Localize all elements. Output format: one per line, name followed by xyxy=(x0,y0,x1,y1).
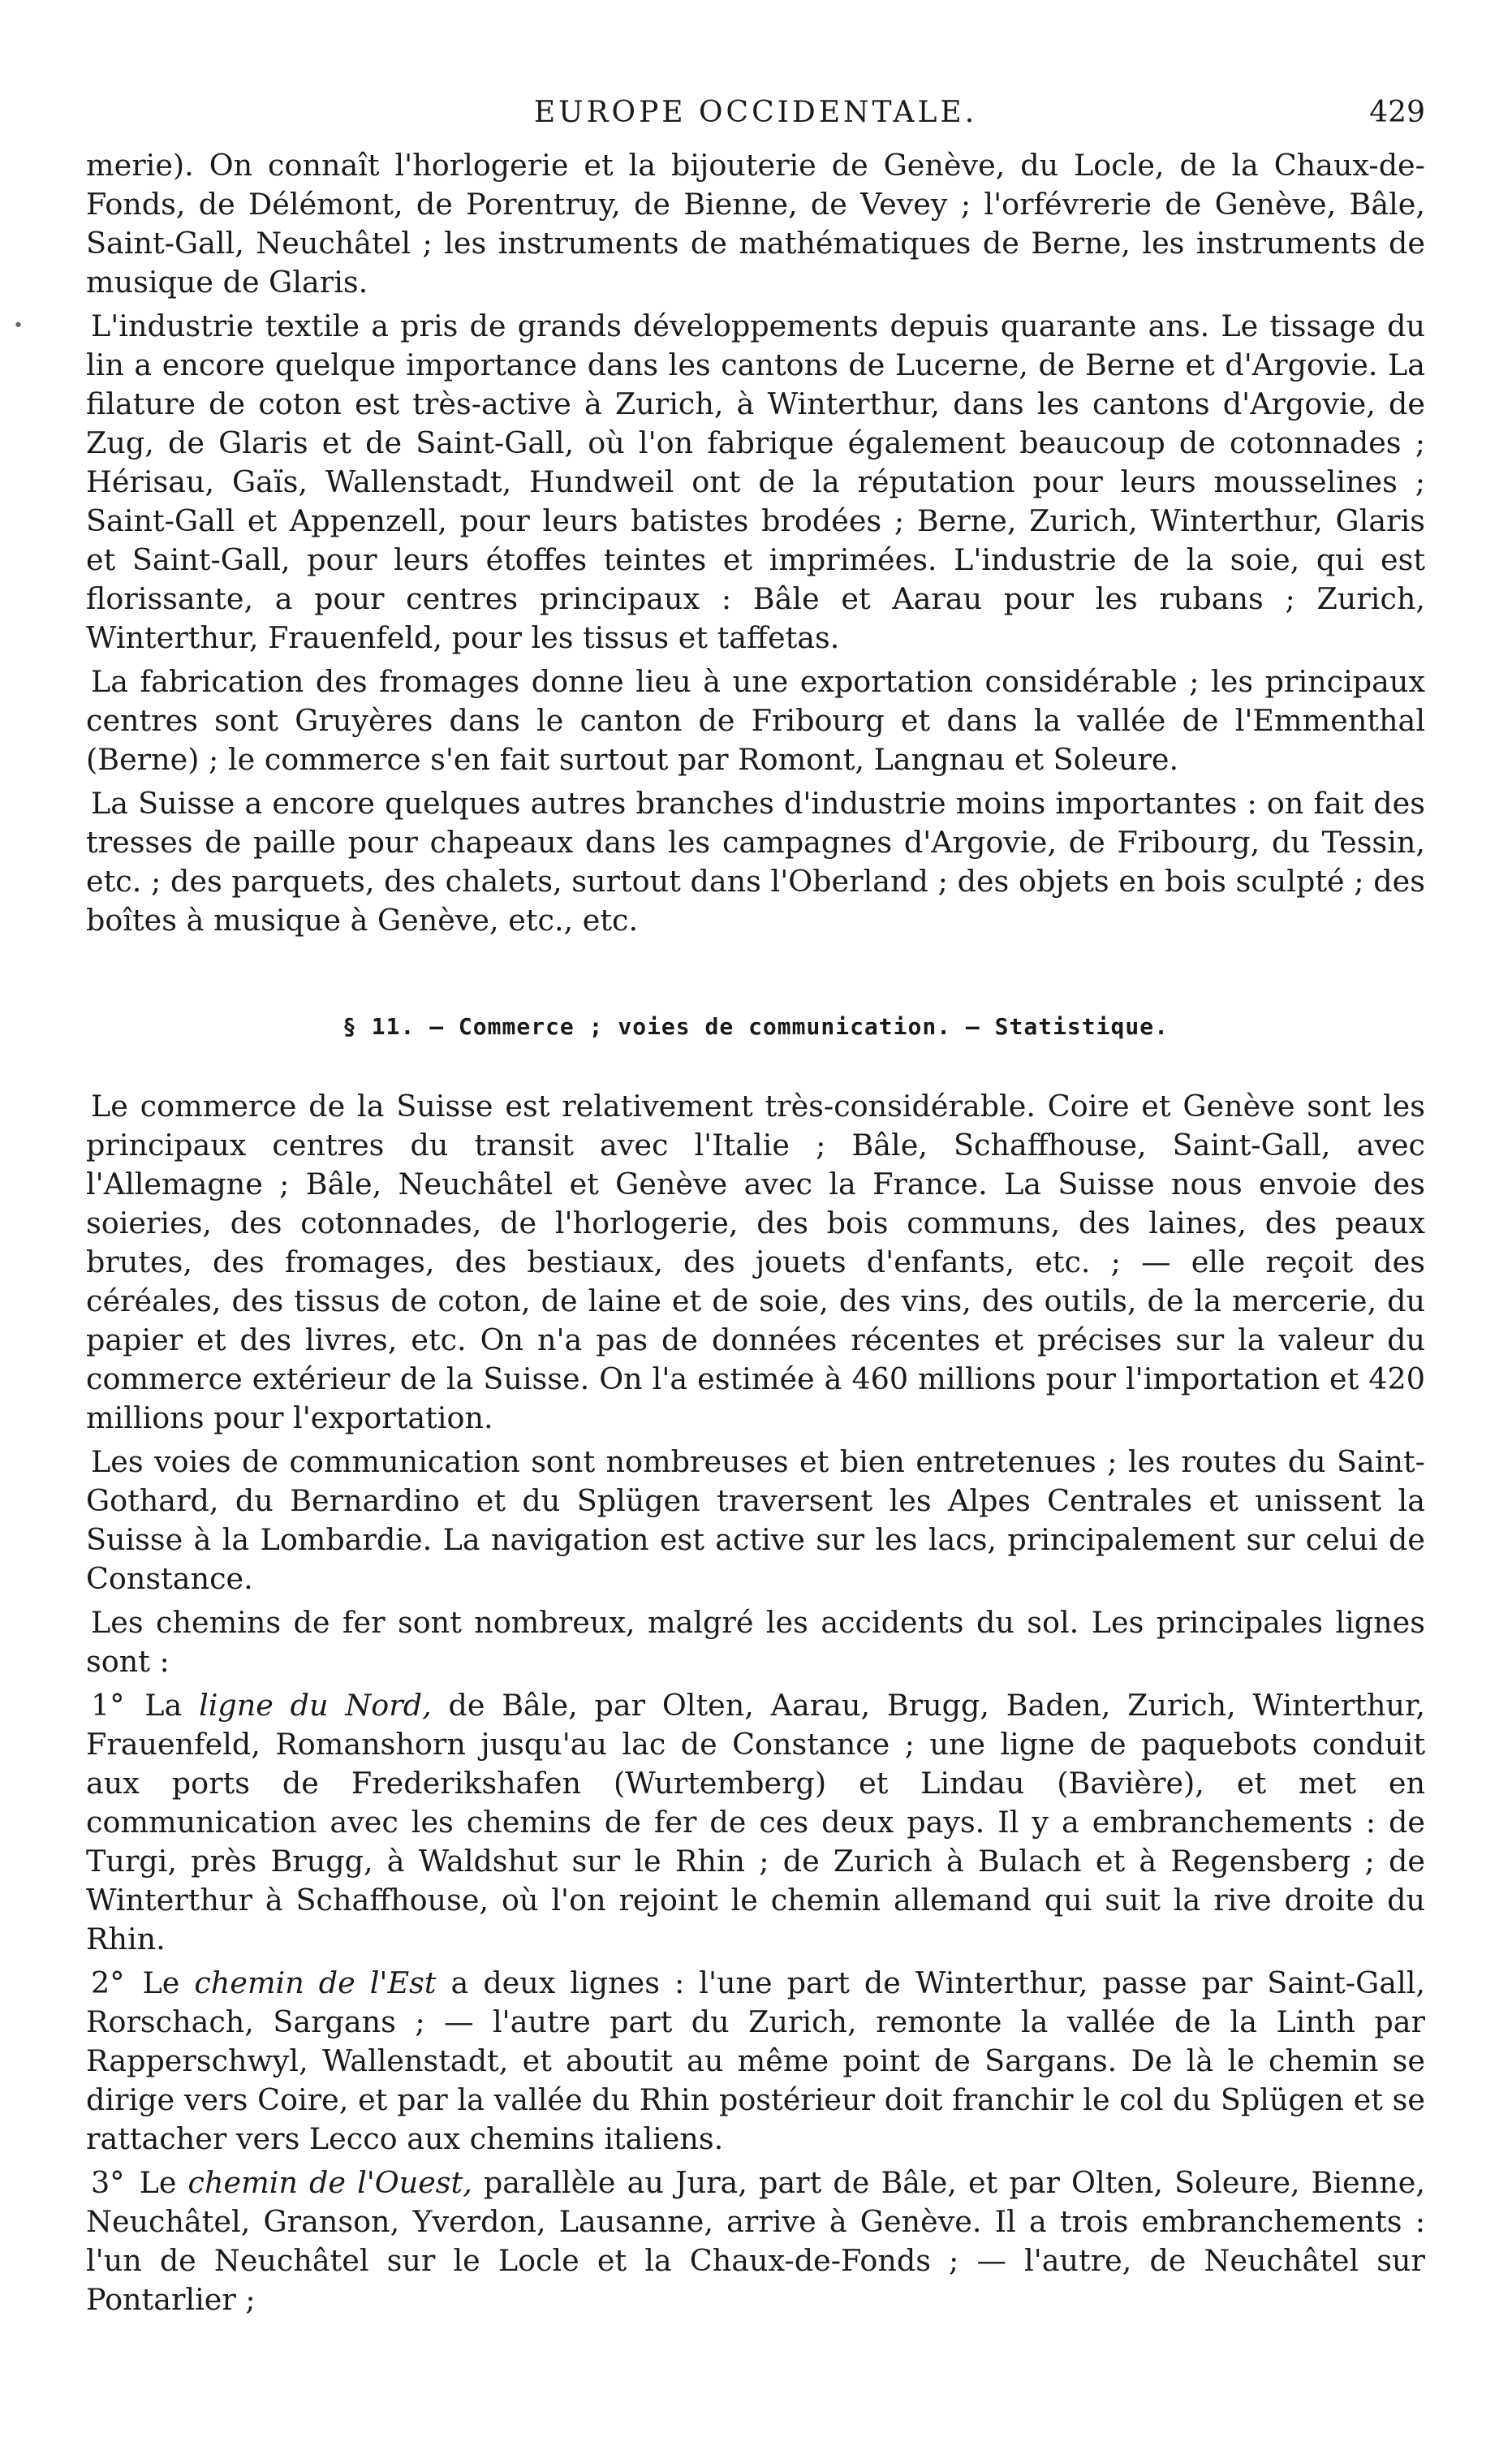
item-name: chemin de l'Ouest, xyxy=(187,2165,472,2200)
paragraph-text: L'industrie textile a pris de grands développements depuis quarante ans. Le tissage du lin a encore quelque importance dans les cantons de Lucerne, de Berne et d'Argovie. La filature de coton est très-active à Zurich, à Winterthur, dans les cantons d'Argovie, de Zug, de Glaris et de Saint-Gall, où l'on fabrique également beaucoup de cotonnades ; Hérisau, Gaïs, Wallenstadt, Hundweil ont de la réputation pour leurs mousselines ; Saint-Gall et Appenzell, pour leurs batistes brodées ; Berne, Zurich, Winterthur, Glaris et Saint-Gall, pour leurs étoffes teintes et imprimées. L'industrie de la soie, qui est florissante, a pour centres principaux : Bâle et Aarau pour les rubans ; Zurich, Winterthur, Frauenfeld, pour les tissus et taffetas. xyxy=(86,308,1425,655)
margin-dot: • xyxy=(13,316,24,336)
page-number: 429 xyxy=(1369,96,1425,129)
body-text-top xyxy=(13,146,1425,940)
paragraph: Le commerce de la Suisse est relativement très-considérable. Coire et Genève sont les principaux centres du transit avec l'Italie ; Bâle, Schaffhouse, Saint-Gall, avec l'Allemagne ; Bâle, Neuchâtel et Genève avec la France. La Suisse nous envoie des soieries, des cotonnades, de l'horlogerie, des bois communs, des laines, des peaux brutes, des fromages, des bestiaux, des jouets d'enfants, etc. ; — elle reçoit des céréales, des tissus de coton, de laine et de soie, des vins, des outils, de la mercerie, du papier et des livres, etc. On n'a pas de données récentes et précises sur la valeur du commerce extérieur de la Suisse. On l'a estimée à 460 millions pour l'importation et 420 millions pour l'exportation. xyxy=(86,1089,1425,1435)
paragraph: Les voies de communication sont nombreuses et bien entretenues ; les routes du Saint-Gothard, du Bernardino et du Splügen traversent les Alpes Centrales et unissent la Suisse à la Lombardie. La navigation est active sur les lacs, principalement sur celui de Constance. xyxy=(86,1444,1425,1596)
item-text: a deux lignes : l'une part de Winterthur, passe par Saint-Gall, Rorschach, Sargans ; — l'autre part du Zurich, remonte la vallée de la Linth par Rapperschwyl, Wallenstadt, et aboutit au même point de Sargans. De là le chemin se dirige vers Coire, et par la vallée du Rhin postérieur doit franchir le col du Splügen et se rattacher vers Lecco aux chemins italiens. xyxy=(86,1965,1426,2156)
running-title: EUROPE OCCIDENTALE. xyxy=(533,96,978,129)
section-heading xyxy=(86,1013,1425,1040)
item-number: 3° xyxy=(91,2165,125,2200)
running-header xyxy=(86,81,1425,130)
item-prefix: La xyxy=(144,1688,183,1723)
paragraph: Les chemins de fer sont nombreux, malgré les accidents du sol. Les principales lignes sont : xyxy=(86,1605,1425,1679)
body-text-section xyxy=(86,1087,1425,2319)
section-title: — Commerce ; voies de communication. — Statistique. xyxy=(429,1013,1169,1040)
paragraph: La Suisse a encore quelques autres branches d'industrie moins importantes : on fait des tresses de paille pour chapeaux dans les campagnes d'Argovie, de Fribourg, du Tessin, etc. ; des parquets, des chalets, surtout dans l'Oberland ; des objets en bois sculpté ; des boîtes à musique à Genève, etc., etc. xyxy=(86,786,1425,938)
item-text: de Bâle, par Olten, Aarau, Brugg, Baden, Zurich, Winterthur, Frauenfeld, Romanshorn jusqu'au lac de Constance ; une ligne de paquebots conduit aux ports de Frederikshafen (Wurtemberg) et Lindau (Bavière), et met en communication avec les chemins de fer de ces deux pays. Il y a embranchements : de Turgi, près Brugg, à Waldshut sur le Rhin ; de Zurich à Bulach et à Regensberg ; de Winterthur à Schaffhouse, où l'on rejoint le chemin allemand qui suit la rive droite du Rhin. xyxy=(86,1688,1426,1956)
item-number: 1° xyxy=(91,1688,125,1723)
item-number: 2° xyxy=(91,1965,125,2000)
railway-line-item xyxy=(86,1686,1425,1959)
paragraph xyxy=(13,307,1425,658)
item-name: chemin de l'Est xyxy=(194,1965,437,2000)
section-mark: § 11. xyxy=(342,1013,416,1040)
railway-line-item xyxy=(86,1964,1425,2159)
paragraph: merie). On connaît l'horlogerie et la bijouterie de Genève, du Locle, de la Chaux-de-Fonds, de Délémont, de Porentruy, de Bienne, de Vevey ; l'orfévrerie de Genève, Bâle, Saint-Gall, Neuchâtel ; les instruments de mathématiques de Berne, les instruments de musique de Glaris. xyxy=(86,148,1425,300)
document-page xyxy=(13,81,1426,2324)
paragraph: La fabrication des fromages donne lieu à une exportation considérable ; les principaux centres sont Gruyères dans le canton de Fribourg et dans la vallée de l'Emmenthal (Berne) ; le commerce s'en fait surtout par Romont, Langnau et Soleure. xyxy=(86,664,1425,777)
item-prefix: Le xyxy=(142,1965,180,2000)
item-text: parallèle au Jura, part de Bâle, et par Olten, Soleure, Bienne, Neuchâtel, Granson, Yverdon, Lausanne, arrive à Genève. Il a trois embranchements : l'un de Neuchâtel sur le Locle et la Chaux-de-Fonds ; — l'autre, de Neuchâtel sur Pontarlier ; xyxy=(86,2165,1425,2317)
item-prefix: Le xyxy=(139,2165,177,2200)
railway-line-item xyxy=(86,2163,1425,2319)
item-name: ligne du Nord, xyxy=(199,1688,432,1723)
